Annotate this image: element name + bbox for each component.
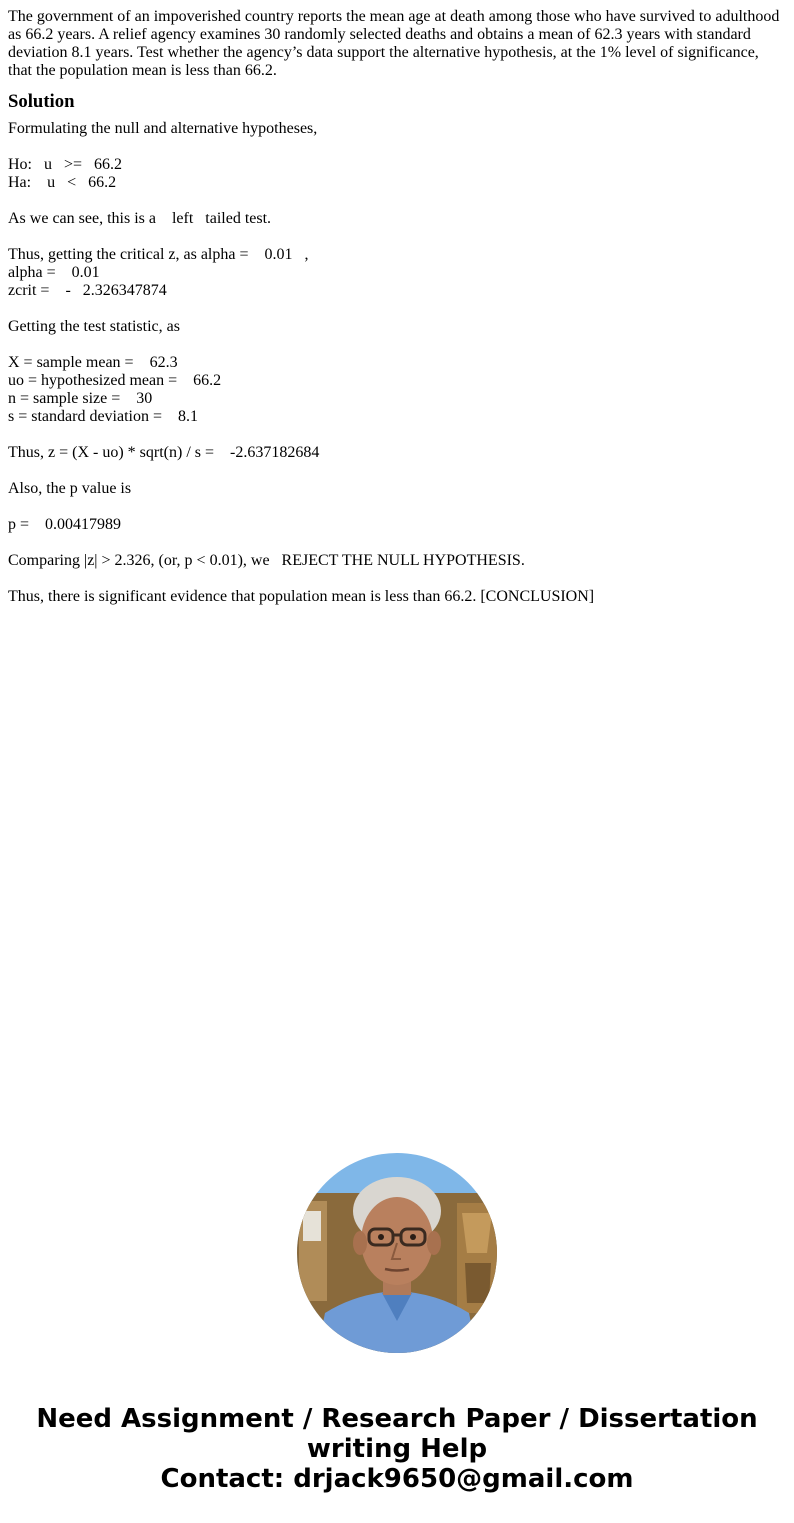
solution-line: zcrit = - 2.326347874 — [8, 282, 167, 299]
document — [8, 8, 786, 606]
solution-line: Getting the test statistic, as — [8, 318, 180, 335]
promo-line: Need Assignment / Research Paper / Dissertation — [36, 1404, 758, 1434]
solution-line: p = 0.00417989 — [8, 516, 122, 533]
solution-line — [8, 426, 786, 444]
question-text: The government of an impoverished country reports the mean age at death among those who have survived to adulthood as 66.2 years. A relief agency examines 30 randomly selected deaths and obtains a mean of 62.3 years with standard deviation 8.1 years. Test whether the agency’s data support the alternative hypothesis, at the 1% level of significance, that the population mean is less than 66.2. — [8, 8, 780, 79]
solution-line: Ho: u >= 66.2 — [8, 156, 123, 173]
solution-line — [8, 192, 786, 210]
solution-line: Thus, getting the critical z, as alpha = 0.01 , — [8, 246, 309, 263]
solution-body — [8, 120, 786, 606]
solution-line — [8, 462, 786, 480]
solution-line — [8, 570, 786, 588]
solution-line — [8, 498, 786, 516]
author-photo — [297, 1153, 497, 1353]
solution-line: s = standard deviation = 8.1 — [8, 408, 199, 425]
solution-line — [8, 336, 786, 354]
solution-line: Thus, there is significant evidence that population mean is less than 66.2. [CONCLUSION] — [8, 588, 595, 605]
solution-line: Thus, z = (X - uo) * sqrt(n) / s = -2.637182684 — [8, 444, 320, 461]
solution-line: uo = hypothesized mean = 66.2 — [8, 372, 222, 389]
solution-line — [8, 138, 786, 156]
solution-line: Comparing |z| > 2.326, (or, p < 0.01), we REJECT THE NULL HYPOTHESIS. — [8, 552, 525, 569]
solution-line — [8, 228, 786, 246]
solution-line: n = sample size = 30 — [8, 390, 153, 407]
solution-line: Formulating the null and alternative hypotheses, — [8, 120, 318, 137]
solution-line — [8, 534, 786, 552]
solution-line: Ha: u < 66.2 — [8, 174, 117, 191]
contact-line: Contact: drjack9650@gmail.com — [160, 1464, 634, 1494]
solution-line — [8, 300, 786, 318]
promo-footer — [0, 1404, 794, 1494]
solution-line: X = sample mean = 62.3 — [8, 354, 178, 371]
solution-line: alpha = 0.01 — [8, 264, 100, 281]
solution-line: Also, the p value is — [8, 480, 132, 497]
promo-line: writing Help — [306, 1434, 488, 1464]
solution-heading: Solution — [8, 91, 75, 112]
solution-line: As we can see, this is a left tailed test. — [8, 210, 272, 227]
